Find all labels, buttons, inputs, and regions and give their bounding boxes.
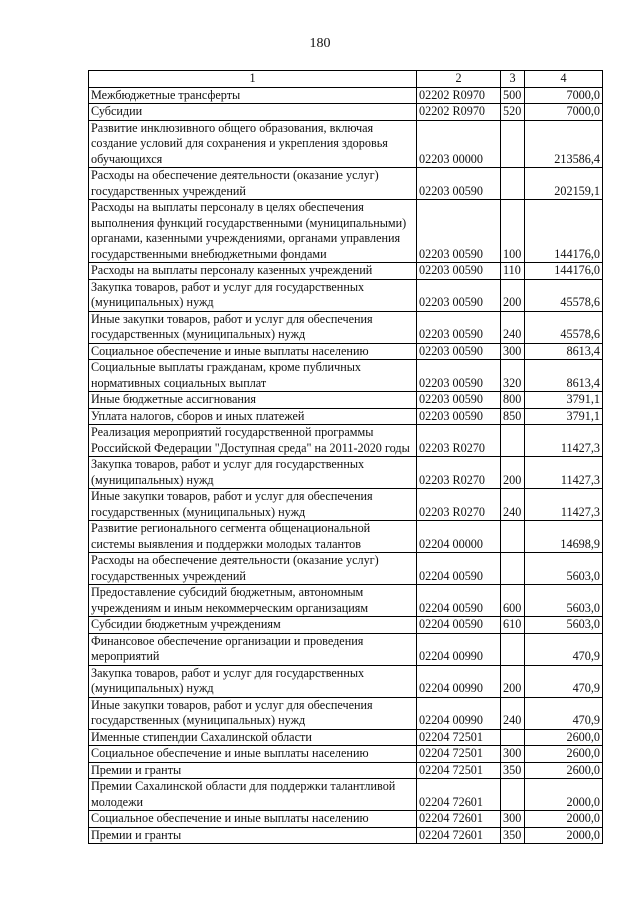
table-row (89, 489, 603, 521)
row-code: 02203 00590 (417, 408, 501, 425)
table-row (89, 665, 603, 697)
row-amount: 11427,3 (525, 489, 603, 521)
row-type (501, 425, 525, 457)
row-type: 320 (501, 360, 525, 392)
table-row (89, 633, 603, 665)
table-row (89, 263, 603, 280)
row-type (501, 553, 525, 585)
table-row (89, 87, 603, 104)
row-code: 02204 00990 (417, 665, 501, 697)
row-type: 300 (501, 746, 525, 763)
row-code: 02202 R0970 (417, 87, 501, 104)
row-type: 300 (501, 343, 525, 360)
table-row (89, 360, 603, 392)
row-code: 02203 00000 (417, 120, 501, 168)
row-type: 850 (501, 408, 525, 425)
row-code: 02204 72501 (417, 746, 501, 763)
table-row (89, 425, 603, 457)
row-amount: 7000,0 (525, 87, 603, 104)
table-row (89, 311, 603, 343)
row-code: 02204 00000 (417, 521, 501, 553)
row-name: Именные стипендии Сахалинской области (89, 729, 417, 746)
row-amount: 2000,0 (525, 827, 603, 844)
row-amount: 144176,0 (525, 263, 603, 280)
row-name: Иные закупки товаров, работ и услуг для обеспечения государственных (муниципальных) нужд (89, 489, 417, 521)
row-name: Социальные выплаты гражданам, кроме публичных нормативных социальных выплат (89, 360, 417, 392)
row-type (501, 521, 525, 553)
row-code: 02204 72601 (417, 827, 501, 844)
row-name: Развитие регионального сегмента общенациональной системы выявления и поддержки молодых талантов (89, 521, 417, 553)
row-name: Социальное обеспечение и иные выплаты населению (89, 811, 417, 828)
row-type: 240 (501, 489, 525, 521)
table-row (89, 521, 603, 553)
table-row (89, 104, 603, 121)
row-type: 610 (501, 617, 525, 634)
row-code: 02204 00990 (417, 633, 501, 665)
row-name: Расходы на выплаты персоналу казенных учреждений (89, 263, 417, 280)
row-code: 02203 00590 (417, 360, 501, 392)
row-type: 240 (501, 697, 525, 729)
row-amount: 5603,0 (525, 617, 603, 634)
row-code: 02204 00590 (417, 553, 501, 585)
row-name: Иные закупки товаров, работ и услуг для обеспечения государственных (муниципальных) нужд (89, 697, 417, 729)
table-row (89, 457, 603, 489)
row-type: 350 (501, 762, 525, 779)
row-name: Премии Сахалинской области для поддержки талантливой молодежи (89, 779, 417, 811)
row-type (501, 168, 525, 200)
row-name: Субсидии бюджетным учреждениям (89, 617, 417, 634)
row-name: Уплата налогов, сборов и иных платежей (89, 408, 417, 425)
row-code: 02203 00590 (417, 392, 501, 409)
row-code: 02204 72601 (417, 779, 501, 811)
row-amount: 8613,4 (525, 360, 603, 392)
row-name: Финансовое обеспечение организации и проведения мероприятий (89, 633, 417, 665)
header-type: 3 (501, 71, 525, 88)
row-type (501, 779, 525, 811)
page-number: 180 (309, 36, 331, 51)
header-code: 2 (417, 71, 501, 88)
row-amount: 11427,3 (525, 457, 603, 489)
row-amount: 5603,0 (525, 585, 603, 617)
row-code: 02203 R0270 (417, 425, 501, 457)
row-amount: 144176,0 (525, 200, 603, 263)
row-type: 200 (501, 457, 525, 489)
row-type (501, 633, 525, 665)
row-amount: 2600,0 (525, 729, 603, 746)
row-amount: 14698,9 (525, 521, 603, 553)
row-name: Иные закупки товаров, работ и услуг для обеспечения государственных (муниципальных) нужд (89, 311, 417, 343)
row-name: Развитие инклюзивного общего образования, включая создание условий для сохранения и укрепления здоровья обучающихся (89, 120, 417, 168)
row-name: Реализация мероприятий государственной программы Российской Федерации "Доступная среда" на 2011-2020 годы (89, 425, 417, 457)
table-row (89, 617, 603, 634)
row-name: Премии и гранты (89, 762, 417, 779)
row-code: 02204 00590 (417, 585, 501, 617)
table-row (89, 553, 603, 585)
header-amount: 4 (525, 71, 603, 88)
row-type: 350 (501, 827, 525, 844)
row-name: Межбюджетные трансферты (89, 87, 417, 104)
row-name: Расходы на выплаты персоналу в целях обеспечения выполнения функций государственными (муниципальными) органами, казенными учреждениями, органами управления государственными внебюджетными фондами (89, 200, 417, 263)
row-name: Социальное обеспечение и иные выплаты населению (89, 746, 417, 763)
row-code: 02204 72501 (417, 762, 501, 779)
row-name: Предоставление субсидий бюджетным, автономным учреждениям и иным некоммерческим организациям (89, 585, 417, 617)
table-row (89, 811, 603, 828)
table-row (89, 746, 603, 763)
row-name: Социальное обеспечение и иные выплаты населению (89, 343, 417, 360)
table-row (89, 168, 603, 200)
row-code: 02204 00590 (417, 617, 501, 634)
budget-table (88, 70, 603, 844)
row-amount: 2000,0 (525, 779, 603, 811)
table-header-row (89, 71, 603, 88)
row-amount: 8613,4 (525, 343, 603, 360)
row-type: 200 (501, 665, 525, 697)
row-code: 02202 R0970 (417, 104, 501, 121)
row-name: Расходы на обеспечение деятельности (оказание услуг) государственных учреждений (89, 168, 417, 200)
row-name: Субсидии (89, 104, 417, 121)
row-amount: 11427,3 (525, 425, 603, 457)
row-code: 02203 00590 (417, 311, 501, 343)
row-amount: 470,9 (525, 665, 603, 697)
row-name: Расходы на обеспечение деятельности (оказание услуг) государственных учреждений (89, 553, 417, 585)
row-type: 800 (501, 392, 525, 409)
row-amount: 3791,1 (525, 408, 603, 425)
row-name: Иные бюджетные ассигнования (89, 392, 417, 409)
row-code: 02204 72601 (417, 811, 501, 828)
table-row (89, 827, 603, 844)
row-type: 240 (501, 311, 525, 343)
table-row (89, 408, 603, 425)
header-name: 1 (89, 71, 417, 88)
table-row (89, 343, 603, 360)
row-amount: 3791,1 (525, 392, 603, 409)
row-code: 02204 72501 (417, 729, 501, 746)
row-amount: 213586,4 (525, 120, 603, 168)
row-type: 500 (501, 87, 525, 104)
row-code: 02203 00590 (417, 343, 501, 360)
row-type: 300 (501, 811, 525, 828)
row-type: 600 (501, 585, 525, 617)
row-code: 02204 00990 (417, 697, 501, 729)
row-name: Премии и гранты (89, 827, 417, 844)
row-type: 200 (501, 279, 525, 311)
row-amount: 2600,0 (525, 746, 603, 763)
row-type (501, 120, 525, 168)
table-row (89, 392, 603, 409)
row-code: 02203 00590 (417, 168, 501, 200)
row-name: Закупка товаров, работ и услуг для государственных (муниципальных) нужд (89, 279, 417, 311)
table-row (89, 729, 603, 746)
table-row (89, 697, 603, 729)
row-amount: 202159,1 (525, 168, 603, 200)
row-name: Закупка товаров, работ и услуг для государственных (муниципальных) нужд (89, 665, 417, 697)
row-amount: 2600,0 (525, 762, 603, 779)
row-name: Закупка товаров, работ и услуг для государственных (муниципальных) нужд (89, 457, 417, 489)
budget-table-body (89, 71, 603, 844)
row-amount: 45578,6 (525, 311, 603, 343)
table-row (89, 779, 603, 811)
row-amount: 470,9 (525, 633, 603, 665)
row-code: 02203 00590 (417, 200, 501, 263)
row-type (501, 729, 525, 746)
row-amount: 45578,6 (525, 279, 603, 311)
table-row (89, 762, 603, 779)
row-code: 02203 00590 (417, 263, 501, 280)
row-code: 02203 R0270 (417, 489, 501, 521)
row-type: 100 (501, 200, 525, 263)
row-type: 110 (501, 263, 525, 280)
table-row (89, 585, 603, 617)
row-amount: 5603,0 (525, 553, 603, 585)
row-code: 02203 R0270 (417, 457, 501, 489)
table-row (89, 120, 603, 168)
row-amount: 7000,0 (525, 104, 603, 121)
row-type: 520 (501, 104, 525, 121)
table-row (89, 200, 603, 263)
row-code: 02203 00590 (417, 279, 501, 311)
table-row (89, 279, 603, 311)
row-amount: 2000,0 (525, 811, 603, 828)
row-amount: 470,9 (525, 697, 603, 729)
